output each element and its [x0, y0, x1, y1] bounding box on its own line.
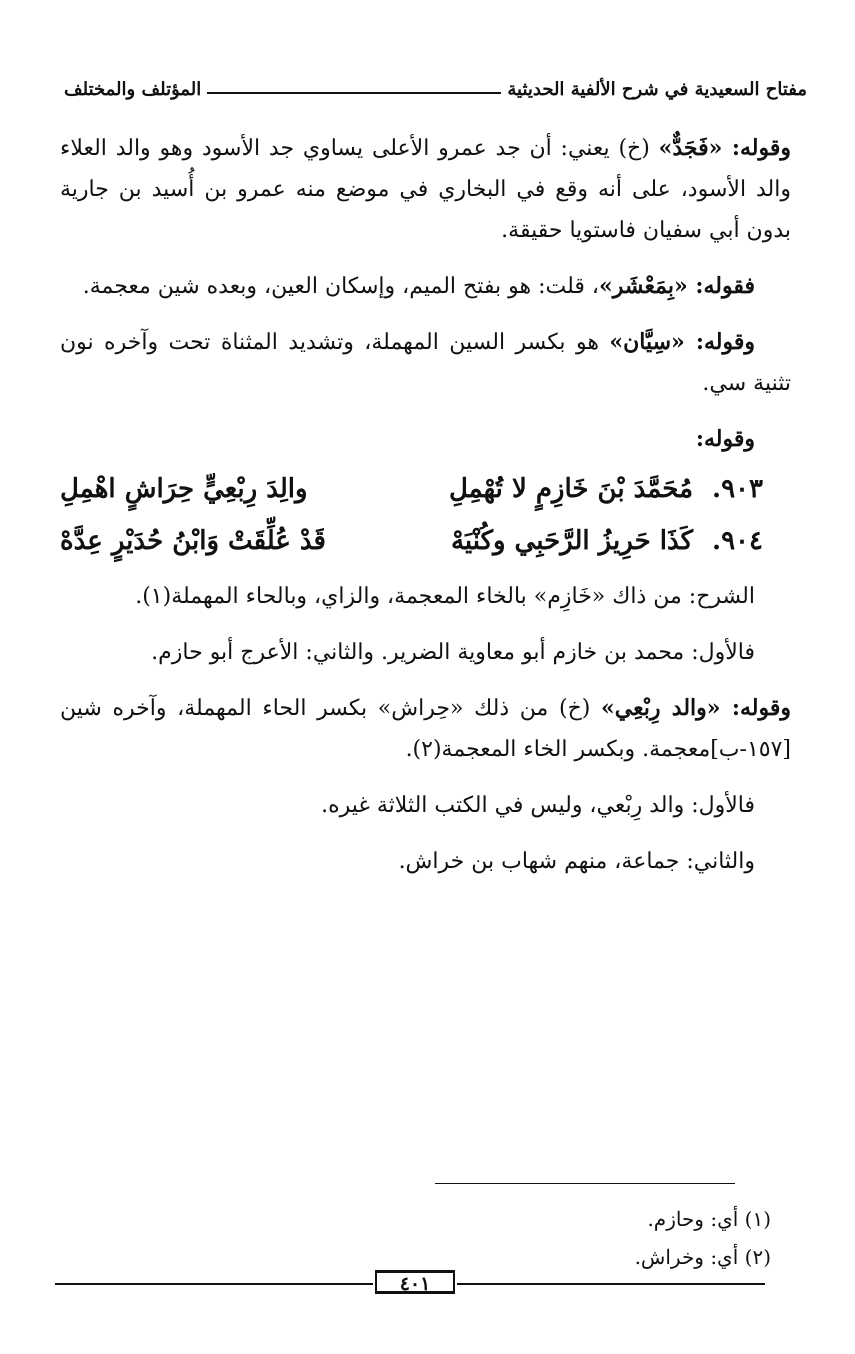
verse-number: ٩٠٣. [712, 474, 763, 504]
running-header [64, 72, 807, 106]
footnotes [60, 1200, 771, 1276]
verse-intro: وقوله: [695, 426, 755, 452]
footer-rule-right [457, 1283, 765, 1285]
header-rule [207, 92, 501, 94]
paragraph-fajadd: وقوله: «فَجَدٌّ» (خ) يعني: أن جد عمرو الأعلى يساوي جد الأسود وهو والد العلاء والد الأسود، على أنه وقع في البخاري في موضع منه عمرو بن أُسيد بن جارية بدون أبي سفيان فاستويا حقيقة. [60, 135, 791, 243]
verse-number: ٩٠٤. [712, 526, 763, 556]
verse-second-hemistich: قَدْ عُلِّقَتْ وَابْنُ حُدَيْرٍ عِدَّهْ [60, 526, 326, 556]
verse-first-hemistich: مُحَمَّدَ بْنَ خَازِمٍ لا تُهْمِلِ [448, 474, 693, 504]
header-book-title: مفتاح السعيدية في شرح الألفية الحديثية [507, 78, 807, 100]
commentary-walid-ribi: وقوله: «والد رِبْعِي» (خ) من ذلك «حِراش» بكسر الحاء المهملة، وآخره شين [١٥٧-ب]معجمة. وبكسر الخاء المعجمة(٢). [60, 695, 791, 762]
commentary-sharh: الشرح: من ذاك «خَازِم» بالخاء المعجمة، والزاي، وبالحاء المهملة(١). [135, 584, 755, 609]
page-footer [55, 1270, 765, 1296]
footnote-separator [435, 1183, 735, 1184]
header-chapter-title: المؤتلف والمختلف [64, 78, 202, 100]
verse-second-hemistich: والِدَ رِبْعِيٍّ حِرَاشٍ اهْمِلِ [60, 474, 308, 504]
page-number: ٤٠١ [375, 1270, 455, 1294]
footnote-1: (١) أي: وحازم. [647, 1207, 771, 1231]
page-body [60, 128, 791, 897]
commentary-first-second: فالأول: محمد بن خازم أبو معاوية الضرير. والثاني: الأعرج أبو حازم. [151, 640, 755, 665]
paragraph-sayyan: وقوله: «سِيَّان» هو بكسر السين المهملة، وتشديد المثناة تحت وآخره نون تثنية سي. [60, 329, 791, 396]
verse-first-hemistich: كَذَا حَرِيزُ الرَّحَبِي وكُنْيَهْ [450, 526, 693, 556]
commentary-first: فالأول: والد رِبْعي، وليس في الكتب الثلاثة غيره. [321, 793, 755, 818]
paragraph-bimashar: فقوله: «بِمَعْشَر»، قلت: هو بفتح الميم، وإسكان العين، وبعده شين معجمة. [82, 273, 755, 299]
verse-903 [60, 464, 791, 514]
commentary-second: والثاني: جماعة، منهم شهاب بن خراش. [398, 849, 755, 874]
footnote-2: (٢) أي: وخراش. [634, 1245, 771, 1269]
footer-rule-left [55, 1283, 373, 1285]
verse-904 [60, 516, 791, 566]
